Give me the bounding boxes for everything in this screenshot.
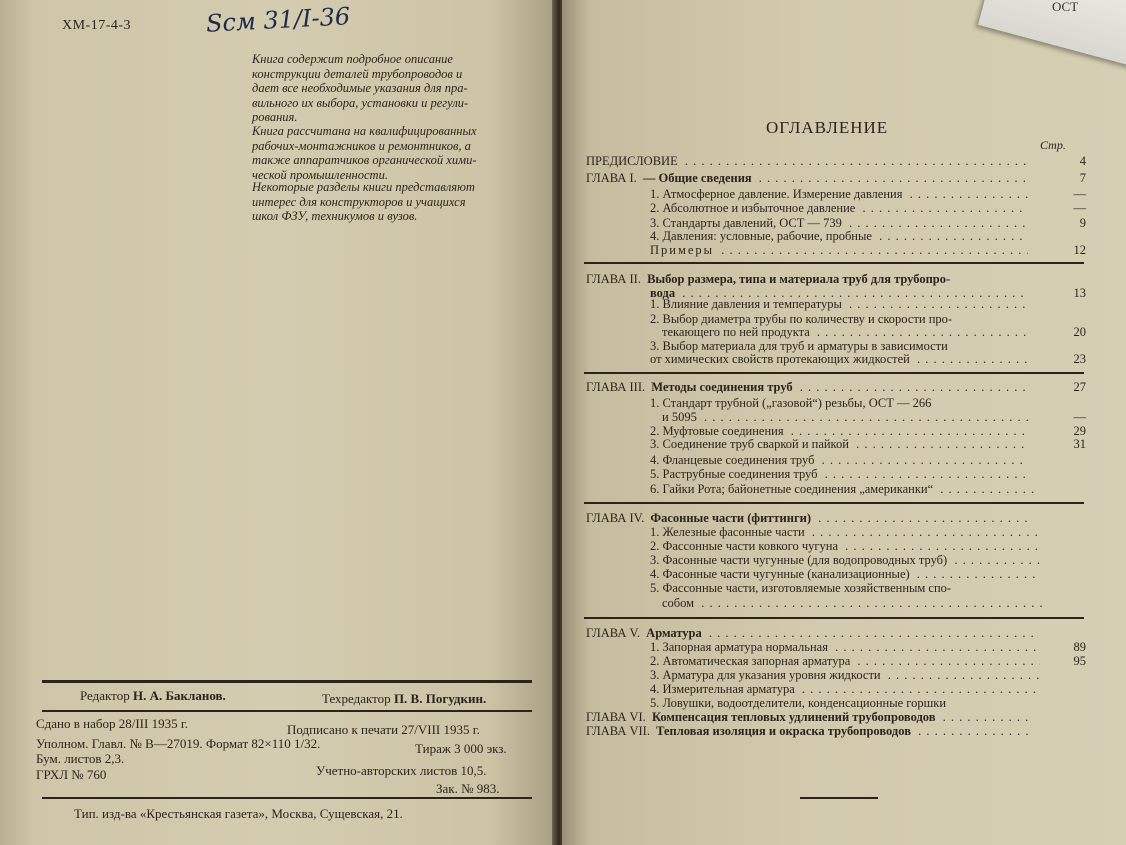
toc-entry — [650, 567, 1040, 582]
toc-entry-label: 2. Муфтовые соединения — [650, 424, 784, 438]
toc-entry — [586, 171, 1030, 186]
toc-entry-label: и 5095 — [662, 410, 697, 424]
imprint-paper-sheets: Бум. листов 2,3. — [36, 751, 125, 766]
toc-entry — [586, 380, 1030, 395]
editor-line: Редактор Н. А. Бакланов. — [80, 688, 226, 703]
toc-entry-label: 2. Автоматическая запорная арматура — [650, 654, 851, 668]
toc-entry-label: 3. Арматура для указания уровня жидкости — [650, 668, 881, 682]
toc-entry — [662, 596, 1042, 611]
toc-entry-label: 3. Выбор материала для труб и арматуры в зависимости — [650, 339, 948, 353]
toc-entry-label: 6. Гайки Рота; байонетные соединения „американки“ — [650, 482, 934, 496]
toc-entry — [650, 640, 1040, 655]
toc-entry — [650, 682, 1040, 697]
toc-entry — [650, 482, 1040, 497]
toc-entry-label: 1. Влияние давления и температуры — [650, 297, 842, 311]
toc-entry-label: 4. Фасонные части чугунные (канализационные) — [650, 567, 910, 581]
toc-chapter-title: Компенсация тепловых удлинений трубопроводов — [648, 710, 936, 724]
toc-entry-label: 3. Фасонные части чугунные (для водопроводных труб) — [650, 553, 948, 567]
toc-entry — [650, 229, 1028, 244]
toc-entry-label: вода — [650, 286, 676, 300]
toc-entry-label: 2. Абсолютное и избыточное давление — [650, 201, 856, 215]
toc-entry — [586, 272, 1046, 287]
toc-entry-label: 4. Давления: условные, рабочие, пробные — [650, 229, 872, 243]
toc-page-number: 23 — [1073, 352, 1086, 366]
left-page — [0, 0, 556, 845]
toc-entry — [586, 724, 1030, 739]
toc-entry-label: 5. Раструбные соединения труб — [650, 467, 818, 481]
tag-label: ОСТ — [1052, 0, 1079, 14]
toc-page-number: 7 — [1079, 171, 1086, 185]
toc-entry-label: 4. Измерительная арматура — [650, 682, 795, 696]
toc-entry-label: 1. Стандарт трубной („газовой“) резьбы, ОСТ — 266 — [650, 396, 932, 410]
chapter-separator — [584, 262, 1084, 264]
description-paragraph: Книга содержит подробное описание конструкции деталей трубопроводов и дает все необходимые указания для пра- вильного их выбора, установки и регули- рования. — [252, 52, 469, 124]
toc-entry-label: 5. Ловушки, водоотделители, конденсационные горшки — [650, 696, 947, 710]
imprint-sign-date: Подписано к печати 27/VIII 1935 г. — [287, 722, 480, 737]
toc-chapter-title: Арматура — [643, 626, 702, 640]
toc-entry — [650, 525, 1040, 540]
toc-chapter-title: Фасонные части (фиттинги) — [647, 511, 812, 525]
toc-page-number: 9 — [1079, 216, 1086, 230]
toc-entry-label: 1. Железные фасонные части — [650, 525, 805, 539]
toc-chapter-title: — Общие сведения — [639, 171, 752, 185]
toc-entry-label: 4. Фланцевые соединения труб — [650, 453, 815, 467]
handwritten-note: Sсм 31/I-36 — [205, 2, 351, 38]
imprint-author-sheets: Учетно-авторских листов 10,5. — [316, 763, 487, 778]
toc-entry-label: 2. Выбор диаметра трубы по количеству и скорости про- — [650, 312, 953, 326]
toc-entry-label: ГЛАВА II. — [586, 272, 641, 286]
toc-entry — [662, 410, 1028, 425]
toc-entry-label: 1. Атмосферное давление. Измерение давления — [650, 187, 903, 201]
toc-entry — [662, 325, 1028, 340]
toc-page-number: 89 — [1073, 640, 1086, 654]
toc-page-number: 13 — [1073, 286, 1086, 300]
toc-page-number: 95 — [1073, 654, 1086, 668]
toc-entry-label: ГЛАВА V. — [586, 626, 641, 640]
toc-entry — [650, 201, 1028, 216]
end-mark — [800, 797, 878, 799]
toc-entry — [650, 581, 1050, 596]
imprint-mid-rule — [42, 710, 532, 712]
toc-page-number: 31 — [1073, 437, 1086, 451]
toc-page-number: — — [1073, 187, 1086, 201]
imprint-printer: Тип. изд-ва «Крестьянская газета», Москва, Сущевская, 21. — [74, 806, 403, 821]
toc-entry-label: 2. Фассонные части ковкого чугуна — [650, 539, 839, 553]
toc-entry-label: от химических свойств протекающих жидкостей — [650, 352, 910, 366]
imprint-set-date: Сдано в набор 28/III 1935 г. — [36, 716, 188, 731]
toc-entry — [650, 553, 1040, 568]
toc-entry — [650, 654, 1040, 669]
toc-entry — [586, 511, 1030, 526]
toc-title: ОГЛАВЛЕНИЕ — [766, 118, 889, 137]
toc-entry — [586, 626, 1036, 641]
toc-entry — [586, 710, 1030, 725]
toc-entry — [650, 668, 1040, 683]
imprint-print-run: Тираж 3 000 экз. — [415, 741, 507, 756]
imprint-format: Уполном. Главл. № В—27019. Формат 82×110 1/32. — [36, 736, 321, 751]
description-paragraph: Книга рассчитана на квалифицированных рабочих-монтажников и ремонтников, а также аппаратчиков органической хими- ческой промышленности. — [252, 124, 477, 182]
toc-entry — [650, 539, 1040, 554]
toc-entry — [650, 243, 1028, 258]
toc-entry — [650, 396, 1050, 411]
toc-entry-label: собом — [662, 596, 695, 610]
toc-page-number: 4 — [1079, 154, 1086, 168]
toc-entry-label: 1. Запорная арматура нормальная — [650, 640, 828, 654]
toc-page-number: 29 — [1073, 424, 1086, 438]
toc-entry-label: ГЛАВА I. — [586, 171, 637, 185]
toc-chapter-title: Выбор размера, типа и материала труб для трубопро- — [643, 272, 951, 286]
toc-entry — [650, 352, 1028, 367]
toc-entry — [650, 187, 1028, 202]
imprint-grkhl: ГРХЛ № 760 — [36, 767, 107, 782]
tech-editor-line: Техредактор П. В. Погудкин. — [322, 691, 487, 706]
toc-entry-label: ГЛАВА IV. — [586, 511, 645, 525]
imprint-bottom-rule — [42, 797, 532, 799]
toc-entry-label: текающего по ней продукта — [662, 325, 810, 339]
toc-page-number: — — [1073, 201, 1086, 215]
toc-page-number: 20 — [1073, 325, 1086, 339]
toc-entry — [650, 696, 1050, 711]
toc-entry — [650, 453, 1028, 468]
toc-page-number: 27 — [1073, 380, 1086, 394]
toc-chapter-title: Тепловая изоляция и окраска трубопроводов — [652, 724, 911, 738]
toc-entry — [650, 437, 1028, 452]
toc-entry-label: ПРЕДИСЛОВИЕ — [586, 154, 678, 168]
toc-entry — [650, 467, 1028, 482]
toc-entry-label: ГЛАВА VI. — [586, 710, 646, 724]
toc-entry-label: 5. Фассонные части, изготовляемые хозяйственным спо- — [650, 581, 952, 595]
toc-chapter-title: Методы соединения труб — [648, 380, 793, 394]
toc-entry-label: 3. Стандарты давлений, ОСТ — 739 — [650, 216, 842, 230]
toc-entry — [650, 297, 1028, 312]
toc-entry-label: Примеры — [650, 243, 715, 257]
chapter-separator — [584, 372, 1084, 374]
toc-page-number: — — [1073, 410, 1086, 424]
toc-entry-label: 3. Соединение труб сваркой и пайкой — [650, 437, 849, 451]
toc-entry-label: ГЛАВА VII. — [586, 724, 650, 738]
page-column-label: Стр. — [1040, 138, 1066, 152]
chapter-separator — [584, 617, 1084, 619]
imprint-order: Зак. № 983. — [436, 781, 500, 796]
chapter-separator — [584, 502, 1084, 504]
catalog-code: ХМ-17-4-3 — [62, 18, 132, 33]
toc-page-number: 12 — [1073, 243, 1086, 257]
imprint-top-rule — [42, 680, 532, 683]
toc-entry — [586, 154, 1026, 169]
description-paragraph: Некоторые разделы книги представляют интерес для конструкторов и учащихся школ ФЗУ, техникумов и вузов. — [252, 180, 475, 223]
toc-entry-label: ГЛАВА III. — [586, 380, 646, 394]
